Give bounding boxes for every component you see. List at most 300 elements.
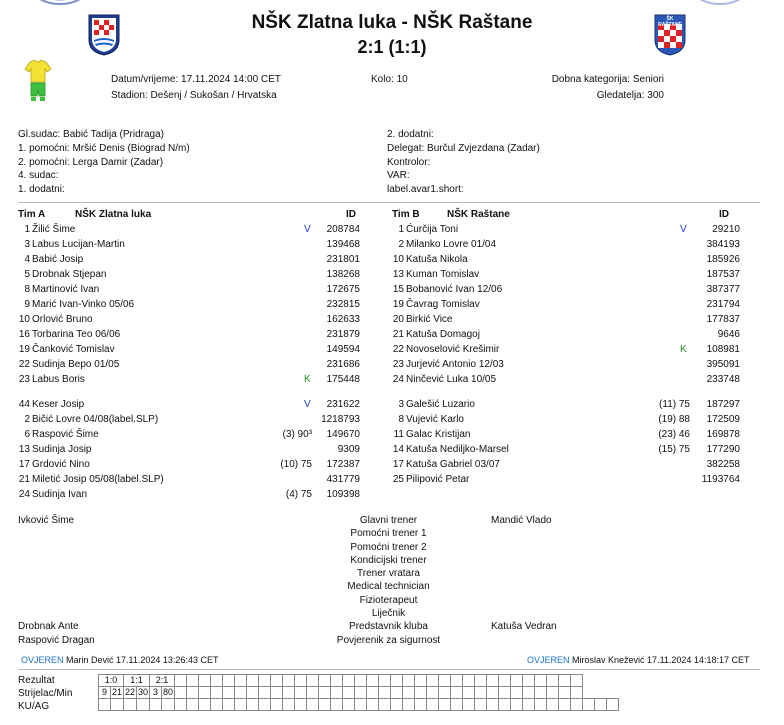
player-row [384, 412, 744, 427]
team-a-name: NŠK Zlatna luka [75, 209, 152, 220]
grid-cell [511, 687, 523, 699]
grid-cell [295, 675, 307, 687]
player-sub-minute: (10) 75 [280, 459, 312, 470]
grid-cell [439, 675, 451, 687]
scorer-cell: 9 [99, 687, 111, 699]
top-right-seal [690, 0, 750, 6]
match-attendance: Gledatelja: 300 [596, 90, 664, 101]
staff-name: Mandić Vlado [491, 515, 552, 526]
player-name: Katuša Gabriel 03/07 [406, 459, 500, 470]
grid-cell [475, 687, 487, 699]
player-row [384, 267, 744, 282]
grid-cell [111, 699, 124, 711]
player-number: 20 [392, 314, 404, 325]
player-number: 2 [398, 239, 404, 250]
player-row [10, 282, 370, 297]
player-number: 24 [392, 374, 404, 385]
player-number: 3 [398, 399, 404, 410]
jersey-icon [24, 60, 52, 102]
player-id: 149594 [326, 344, 360, 355]
grid-cell [547, 675, 559, 687]
grid-cell [439, 699, 451, 711]
player-name: Novoselović Krešimir [406, 344, 500, 355]
score-cell: 2:1 [150, 675, 175, 687]
grid-cell [319, 687, 331, 699]
staff-name: Drobnak Ante [18, 621, 79, 633]
grid-cell [343, 699, 355, 711]
player-id: 149670 [326, 429, 360, 440]
grid-cell [259, 687, 271, 699]
match-title: NŠK Zlatna luka - NŠK Raštane [251, 12, 533, 33]
grid-cell [150, 699, 162, 711]
grid-cell [475, 675, 487, 687]
player-row [384, 222, 744, 237]
player-id: 172509 [706, 414, 740, 425]
player-row [10, 472, 370, 487]
official-line: Delegat: Burčul Zvjezdana (Zadar) [387, 143, 540, 154]
player-number: 25 [392, 474, 404, 485]
player-row [10, 357, 370, 372]
player-row [10, 267, 370, 282]
staff-name [491, 527, 557, 540]
player-role-mark: V [680, 224, 687, 235]
staff-team-b [491, 514, 557, 647]
grid-cell [331, 675, 343, 687]
player-row [10, 252, 370, 267]
player-number: 13 [392, 269, 404, 280]
results-label-cards: KU/AG [18, 701, 50, 712]
player-sub-minute: (3) 90³ [282, 429, 312, 440]
grid-cell [571, 687, 583, 699]
grid-cell [511, 675, 523, 687]
scorer-cell: 30 [138, 687, 149, 697]
player-number: 15 [392, 284, 404, 295]
player-number: 8 [24, 284, 30, 295]
grid-cell [175, 687, 187, 699]
player-id: 231622 [326, 399, 360, 410]
grid-cell [307, 675, 319, 687]
staff-role: Povjerenik za sigurnost [336, 634, 441, 646]
grid-cell [367, 675, 379, 687]
grid-cell [223, 687, 235, 699]
grid-cell [367, 699, 379, 711]
player-id: 177290 [706, 444, 740, 455]
player-number: 21 [18, 474, 30, 485]
player-row [10, 372, 370, 387]
player-name: Drobnak Stjepan [32, 269, 107, 280]
grid-cell [535, 699, 547, 711]
staff-name [18, 580, 95, 593]
grid-cell [403, 699, 415, 711]
official-line: 2. pomoćni: Lerga Damir (Zadar) [18, 156, 164, 168]
player-name: Kuman Tomislav [406, 269, 480, 280]
player-name: Katuša Nikola [406, 254, 468, 265]
grid-cell [99, 699, 111, 711]
player-id: 382258 [706, 459, 740, 470]
player-number: 23 [392, 359, 404, 370]
player-number: 17 [392, 459, 404, 470]
player-name: Labus Lucijan-Martin [32, 239, 125, 250]
player-sub-minute: (15) 75 [658, 444, 690, 455]
grid-cell [187, 675, 199, 687]
grid-cell [319, 675, 331, 687]
scorer-cell: 21 [112, 687, 123, 697]
player-name: Labus Boris [32, 374, 85, 385]
grid-cell [379, 687, 391, 699]
grid-cell [559, 675, 571, 687]
results-cards-row [99, 699, 619, 711]
grid-cell [499, 675, 511, 687]
match-stadium: Stadion: Dešenj / Sukošan / Hrvatska [111, 90, 277, 101]
player-name: Sudinja Josip [32, 444, 92, 455]
player-row [384, 297, 744, 312]
staff-role: Kondicijski trener [350, 554, 427, 566]
grid-cell [463, 699, 475, 711]
player-id: 139468 [326, 239, 360, 250]
grid-cell [547, 687, 559, 699]
player-row [10, 457, 370, 472]
staff-role: Pomoćni trener 2 [350, 541, 427, 553]
staff-name [491, 607, 557, 620]
grid-cell [535, 675, 547, 687]
staff-name [18, 594, 95, 607]
player-id: 29210 [712, 224, 740, 235]
grid-cell [295, 687, 307, 699]
grid-cell [463, 675, 475, 687]
player-number: 10 [18, 314, 30, 325]
grid-cell [559, 687, 571, 699]
grid-cell [463, 687, 475, 699]
player-number: 8 [398, 414, 404, 425]
grid-cell [307, 699, 319, 711]
player-sub-minute: (11) 75 [659, 399, 690, 410]
player-id: 185926 [706, 254, 740, 265]
staff-team-a [18, 514, 95, 647]
player-number: 44 [18, 399, 30, 410]
grid-cell [137, 699, 150, 711]
grid-cell [235, 687, 247, 699]
player-name: Keser Josip [32, 399, 85, 410]
grid-cell [283, 675, 295, 687]
grid-cell [355, 687, 367, 699]
player-row [384, 327, 744, 342]
player-row [10, 342, 370, 357]
player-name: Galešić Luzario [406, 399, 475, 410]
grid-cell [571, 675, 583, 687]
grid-cell [523, 675, 535, 687]
staff-role: Trener vratara [357, 568, 420, 580]
results-label-scorers: Strijelac/Min [18, 688, 73, 699]
player-role-mark: K [680, 344, 687, 355]
grid-cell [247, 699, 259, 711]
player-name: Milanko Lovre 01/04 [406, 239, 497, 250]
score-cell: 1:1 [124, 675, 150, 687]
staff-name [18, 541, 95, 554]
player-id: 231801 [326, 254, 360, 265]
grid-cell [343, 675, 355, 687]
player-number: 1 [24, 224, 30, 235]
player-id: 387377 [706, 284, 740, 295]
results-label-score: Rezultat [18, 675, 55, 686]
player-id: 208784 [326, 224, 360, 235]
verified-badge: OVJEREN [527, 655, 570, 665]
player-number: 24 [18, 489, 30, 500]
team-a-label: Tim A [18, 209, 46, 220]
grid-cell [523, 687, 535, 699]
grid-cell [499, 699, 511, 711]
official-line: Gl.sudac: Babić Tadija (Pridraga) [18, 129, 164, 140]
verification-left [21, 654, 218, 666]
verification-right [527, 654, 749, 666]
player-id: 232815 [326, 299, 360, 310]
grid-cell [223, 675, 235, 687]
player-sub-minute: (19) 88 [658, 414, 690, 425]
player-id: 9309 [337, 444, 360, 455]
player-name: Marić Ivan-Vinko 05/06 [32, 299, 135, 310]
staff-role: Predstavnik kluba [349, 621, 428, 633]
player-number: 22 [18, 359, 30, 370]
team-b-crest-text: ŠK RAŠTANE [658, 16, 682, 28]
player-row [10, 327, 370, 342]
staff-name [18, 607, 95, 620]
grid-cell [283, 687, 295, 699]
player-name: Orlović Bruno [32, 314, 93, 325]
player-id: 1218793 [321, 414, 360, 425]
player-row [384, 397, 744, 412]
grid-cell [391, 687, 403, 699]
results-scorer-row [99, 687, 619, 699]
official-line: 4. sudac: [18, 170, 59, 181]
grid-cell [199, 687, 211, 699]
player-name: Sudinja Ivan [32, 489, 88, 500]
grid-cell [331, 687, 343, 699]
top-left-seal [30, 0, 90, 6]
player-number: 19 [18, 344, 30, 355]
staff-name [18, 554, 95, 567]
grid-cell [247, 675, 259, 687]
match-round: Kolo: 10 [371, 74, 408, 85]
grid-cell [415, 675, 427, 687]
player-id: 162633 [326, 314, 360, 325]
player-number: 13 [18, 444, 30, 455]
grid-cell [343, 687, 355, 699]
staff-name: Ivković Šime [18, 515, 75, 526]
player-name: Žilić Šime [32, 224, 76, 235]
verified-by: Marin Dević 17.11.2024 13:26:43 CET [66, 655, 219, 665]
staff-name [491, 567, 557, 580]
grid-cell [427, 687, 439, 699]
grid-cell [511, 699, 523, 711]
staff-role: Fizioterapeut [359, 594, 418, 606]
player-id: 395091 [706, 359, 740, 370]
staff-name: Katuša Vedran [491, 621, 557, 633]
player-number: 23 [18, 374, 30, 385]
player-id: 172387 [326, 459, 360, 470]
match-datetime: Datum/vrijeme: 17.11.2024 14:00 CET [111, 74, 281, 85]
grid-cell [403, 687, 415, 699]
player-row [10, 442, 370, 457]
divider [18, 669, 760, 670]
player-row [10, 312, 370, 327]
grid-cell [235, 699, 247, 711]
player-id: 169878 [706, 429, 740, 440]
player-id: 172675 [326, 284, 360, 295]
staff-role: Liječnik [371, 608, 406, 620]
grid-cell [595, 699, 607, 711]
grid-cell [487, 687, 499, 699]
grid-cell [355, 675, 367, 687]
player-name: Torbarina Teo 06/06 [32, 329, 121, 340]
player-row [384, 357, 744, 372]
player-row [10, 397, 370, 412]
player-row [10, 237, 370, 252]
grid-cell [391, 699, 403, 711]
grid-cell [547, 699, 559, 711]
player-name: Katuša Nedilјko-Marsel [406, 444, 509, 455]
player-name: Martinović Ivan [32, 284, 100, 295]
grid-cell [583, 699, 595, 711]
player-number: 1 [398, 224, 404, 235]
grid-cell [259, 699, 271, 711]
player-name: Pilipović Petar [406, 474, 470, 485]
player-row [384, 282, 744, 297]
staff-role: Glavni trener [359, 515, 418, 526]
player-name: Grdović Nino [32, 459, 90, 470]
player-id: 231879 [326, 329, 360, 340]
grid-cell [283, 699, 295, 711]
player-name: Čanković Tomislav [32, 344, 115, 355]
divider [18, 202, 760, 203]
grid-cell [271, 687, 283, 699]
grid-cell [391, 675, 403, 687]
player-row [384, 372, 744, 387]
verified-badge: OVJEREN [21, 655, 64, 665]
grid-cell [307, 687, 319, 699]
grid-cell [451, 675, 463, 687]
player-row [10, 487, 370, 502]
player-number: 19 [392, 299, 404, 310]
grid-cell [355, 699, 367, 711]
player-name: Raspović Šime [32, 429, 99, 440]
grid-cell [187, 699, 199, 711]
player-name: Čavrag Tomislav [406, 299, 480, 310]
grid-cell [295, 699, 307, 711]
officials-left [18, 128, 190, 196]
official-line: 1. pomoćni: Mršić Denis (Biograd N/m) [18, 143, 190, 154]
player-name: Galac Kristijan [406, 429, 471, 440]
staff-name [491, 634, 557, 647]
grid-cell [379, 675, 391, 687]
player-row [384, 342, 744, 357]
player-row [10, 297, 370, 312]
player-row [384, 252, 744, 267]
grid-cell [175, 675, 187, 687]
grid-cell [427, 675, 439, 687]
scorer-cell: 80 [163, 687, 174, 697]
grid-cell [162, 699, 175, 711]
player-row [384, 457, 744, 472]
player-id: 138268 [326, 269, 360, 280]
grid-cell [415, 699, 427, 711]
staff-name: Raspović Dragan [18, 634, 95, 646]
player-row [384, 442, 744, 457]
grid-cell [187, 687, 199, 699]
player-row [10, 412, 370, 427]
player-number: 10 [392, 254, 404, 265]
match-score: 2:1 (1:1) [357, 37, 427, 57]
scorer-cell: 22 [125, 687, 136, 697]
results-score-row [99, 675, 619, 687]
player-name: Sudinja Bepo 01/05 [32, 359, 120, 370]
player-id: 231794 [706, 299, 740, 310]
player-id: 109398 [326, 489, 360, 500]
grid-cell [211, 687, 223, 699]
staff-name [491, 554, 557, 567]
grid-cell [523, 699, 535, 711]
player-id: 175448 [326, 374, 360, 385]
player-name: Jurjević Antonio 12/03 [406, 359, 504, 370]
player-id: 9646 [717, 329, 740, 340]
player-id: 187537 [706, 269, 740, 280]
player-role-mark: V [304, 399, 311, 410]
grid-cell [211, 699, 223, 711]
grid-cell [559, 699, 571, 711]
player-number: 21 [392, 329, 404, 340]
grid-cell [607, 699, 619, 711]
grid-cell [235, 675, 247, 687]
player-role-mark: V [304, 224, 311, 235]
player-id: 108981 [706, 344, 740, 355]
grid-cell [571, 699, 583, 711]
staff-name [18, 527, 95, 540]
player-row [384, 237, 744, 252]
staff-name [491, 580, 557, 593]
staff-roles [300, 514, 477, 647]
staff-name [491, 594, 557, 607]
results-grid [98, 674, 619, 711]
player-number: 4 [24, 254, 30, 265]
grid-cell [199, 699, 211, 711]
player-number: 17 [18, 459, 30, 470]
player-row [384, 427, 744, 442]
grid-cell [415, 687, 427, 699]
player-number: 22 [392, 344, 404, 355]
grid-cell [451, 687, 463, 699]
player-id: 187297 [706, 399, 740, 410]
player-name: Vujević Karlo [406, 414, 464, 425]
team-b-name: NŠK Raštane [447, 209, 510, 220]
grid-cell [199, 675, 211, 687]
grid-cell [487, 699, 499, 711]
grid-cell [439, 687, 451, 699]
officials-right [387, 128, 540, 196]
staff-role: Pomoćni trener 1 [350, 528, 427, 540]
player-name: Bobanović Ivan 12/06 [406, 284, 503, 295]
player-row [10, 222, 370, 237]
player-number: 6 [24, 429, 30, 440]
grid-cell [211, 675, 223, 687]
player-name: Birkić Vice [406, 314, 453, 325]
player-id: 233748 [706, 374, 740, 385]
official-line: label.avar1.short: [387, 183, 464, 195]
grid-cell [124, 699, 137, 711]
grid-cell [367, 687, 379, 699]
grid-cell [259, 675, 271, 687]
player-role-mark: K [304, 374, 311, 385]
player-number: 3 [24, 239, 30, 250]
score-cell: 1:0 [99, 675, 124, 687]
official-line: 1. dodatni: [18, 183, 65, 195]
